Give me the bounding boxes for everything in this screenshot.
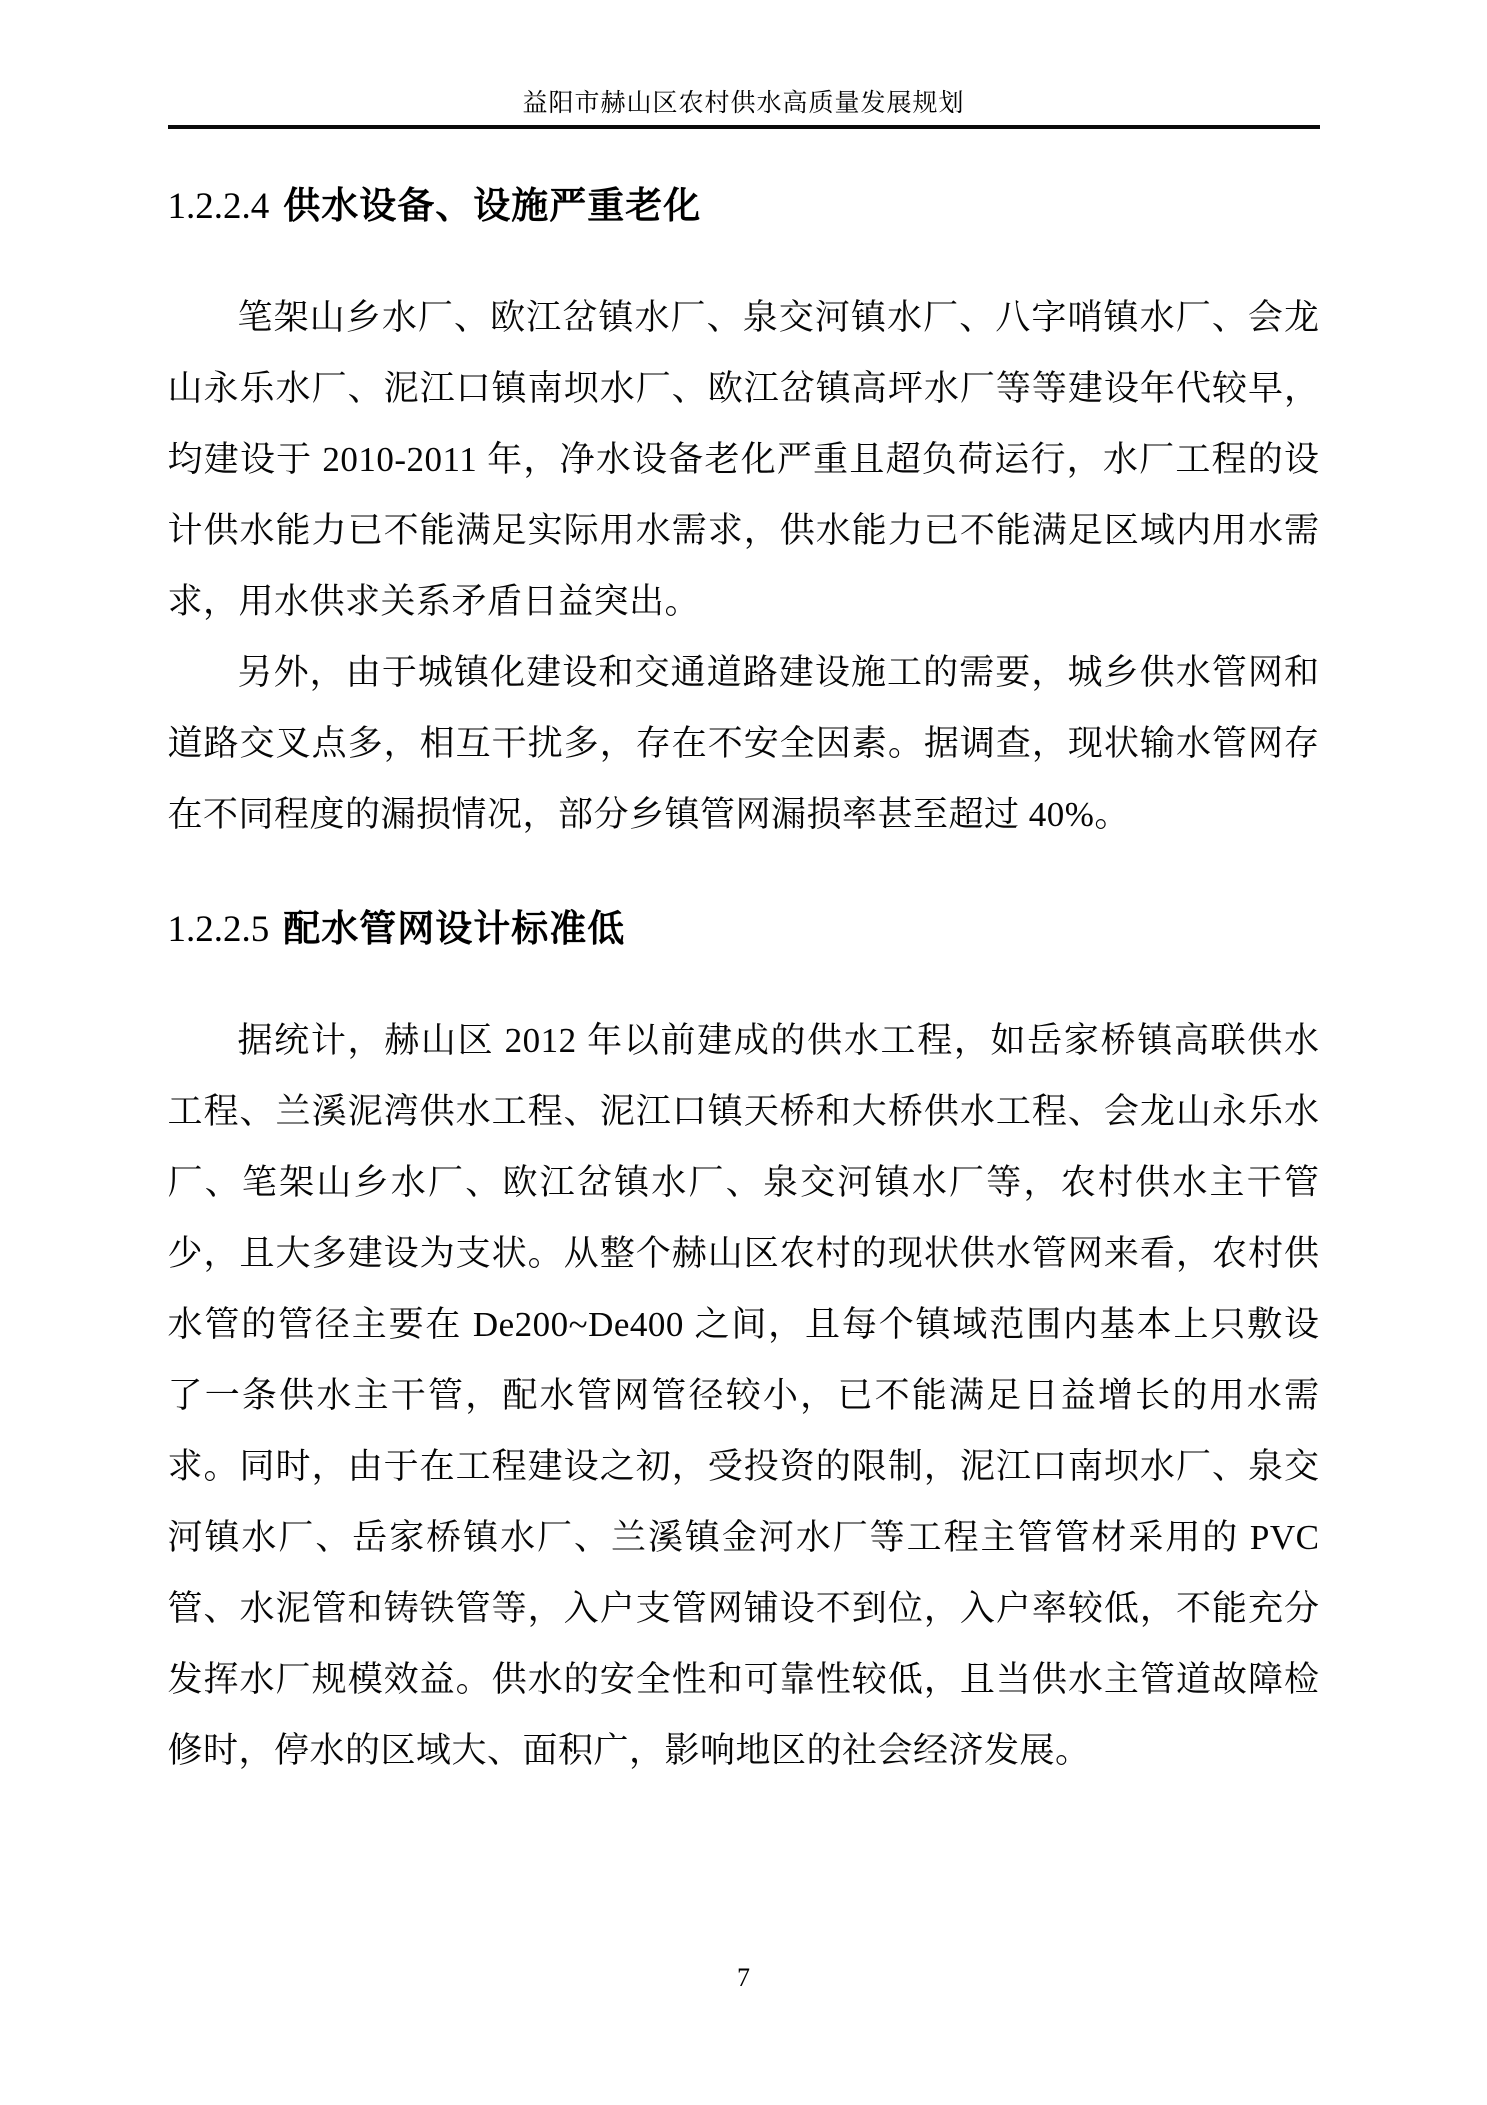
section-heading-1225 [168,906,1320,953]
section-heading-1224 [168,183,1320,230]
page-header-title: 益阳市赫山区农村供水高质量发展规划 [522,90,965,117]
section-title: 配水管网设计标准低 [283,908,626,949]
body-paragraph: 笔架山乡水厂、欧江岔镇水厂、泉交河镇水厂、八字哨镇水厂、会龙山永乐水厂、泥江口镇南坝水厂、欧江岔镇高坪水厂等等建设年代较早，均建设于 2010-2011 年，净水设备老化严重且超负荷运行，水厂工程的设计供水能力已不能满足实际用水需求，供水能力已不能满足区域内用水需求，用水供求关系矛盾日益突出。 [167,298,1320,621]
body-paragraph: 据统计，赫山区 2012 年以前建成的供水工程，如岳家桥镇高联供水工程、兰溪泥湾供水工程、泥江口镇天桥和大桥供水工程、会龙山永乐水厂、笔架山乡水厂、欧江岔镇水厂、泉交河镇水厂等，农村供水主干管少，且大多建设为支状。从整个赫山区农村的现状供水管网来看，农村供水管的管径主要在 De200~De400 之间，且每个镇域范围内基本上只敷设了一条供水主干管，配水管网管径较小，已不能满足日益增长的用水需求。同时，由于在工程建设之初，受投资的限制，泥江口南坝水厂、泉交河镇水厂、岳家桥镇水厂、兰溪镇金河水厂等工程主管管材采用的 PVC 管、水泥管和铸铁管等，入户支管网铺设不到位，入户率较低，不能充分发挥水厂规模效益。供水的安全性和可靠性较低，且当供水主管道故障检修时，停水的区域大、面积广，影响地区的社会经济发展。 [167,1021,1320,1770]
page-number: 7 [737,1963,750,1992]
section-title: 供水设备、设施严重老化 [283,185,702,226]
document-body [168,183,1320,1786]
section-number: 1.2.2.5 [167,909,270,950]
header-divider [168,125,1320,129]
body-paragraph: 另外，由于城镇化建设和交通道路建设施工的需要，城乡供水管网和道路交叉点多，相互干扰多，存在不安全因素。据调查，现状输水管网存在不同程度的漏损情况，部分乡镇管网漏损率甚至超过 40%。 [167,653,1320,834]
section-number: 1.2.2.4 [167,186,270,227]
